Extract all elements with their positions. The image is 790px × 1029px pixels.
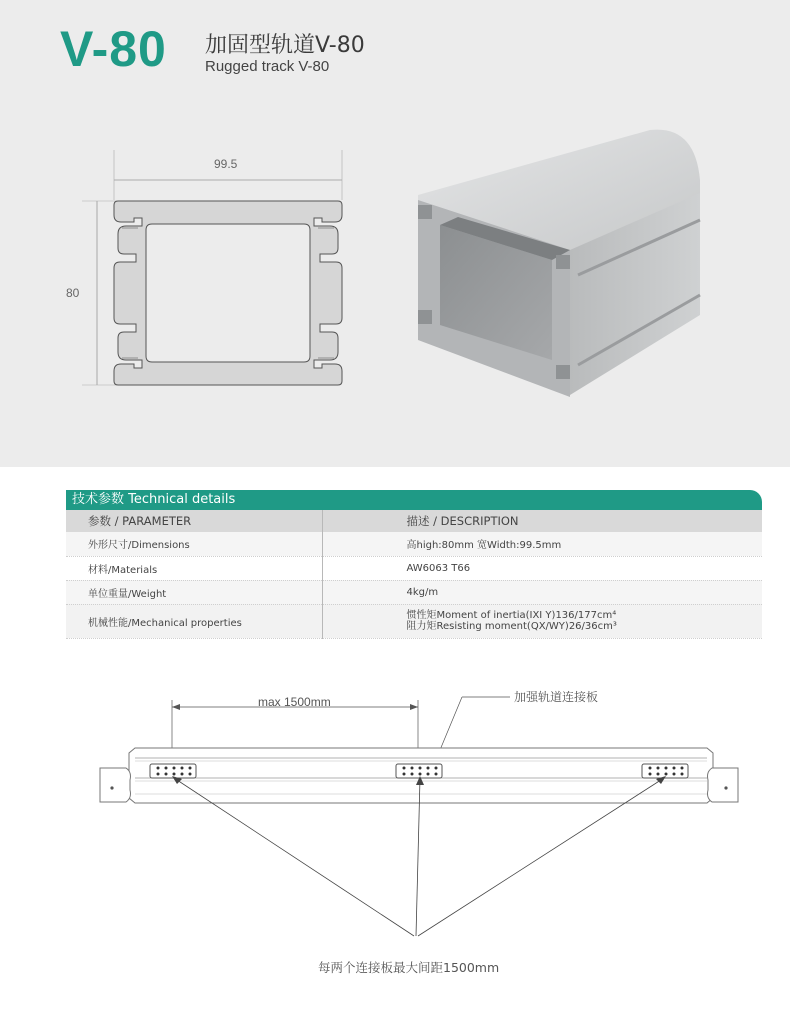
table-row xyxy=(66,532,762,556)
width-dimension-label: 99.5 xyxy=(214,157,238,171)
desc-line: 惯性矩Moment of inertia(IXI Y)136/177cm⁴ xyxy=(406,610,617,621)
param-cell: 外形尺寸/Dimensions xyxy=(66,532,322,556)
desc-line: 阻力矩Resisting moment(QX/WY)26/36cm³ xyxy=(406,621,617,632)
table-row xyxy=(66,580,762,604)
desc-cell: 高high:80mm 宽Width:99.5mm xyxy=(322,532,762,556)
table-title: 技术参数 Technical details xyxy=(66,490,762,510)
connector-plate xyxy=(150,764,196,778)
desc-cell: 4kg/m xyxy=(322,580,762,604)
model-code: V-80 xyxy=(60,21,167,77)
connector-plate-label: 加强轨道连接板 xyxy=(514,690,599,704)
param-cell: 机械性能/Mechanical properties xyxy=(66,604,322,638)
connector-plate xyxy=(642,764,688,778)
table-row xyxy=(66,556,762,580)
product-title-cn: 加固型轨道V-80 xyxy=(205,33,365,58)
technical-details-table xyxy=(66,490,762,639)
desc-cell: AW6063 T66 xyxy=(322,556,762,580)
profile-cross-section-drawing xyxy=(0,0,400,400)
desc-cell xyxy=(322,604,762,638)
column-header-description: 描述 / DESCRIPTION xyxy=(322,510,762,532)
connector-plate xyxy=(396,764,442,778)
product-title-en: Rugged track V-80 xyxy=(205,58,330,75)
rail-connection-diagram xyxy=(0,660,790,960)
max-span-label: max 1500mm xyxy=(258,695,331,709)
param-cell: 单位重量/Weight xyxy=(66,580,322,604)
param-cell: 材料/Materials xyxy=(66,556,322,580)
spacing-note: 每两个连接板最大间距1500mm xyxy=(318,960,500,975)
height-dimension-label: 80 xyxy=(66,286,80,300)
column-header-parameter: 参数 / PARAMETER xyxy=(66,510,322,532)
profile-3d-render xyxy=(410,125,710,415)
table-header-row xyxy=(66,510,762,532)
table-row xyxy=(66,604,762,638)
